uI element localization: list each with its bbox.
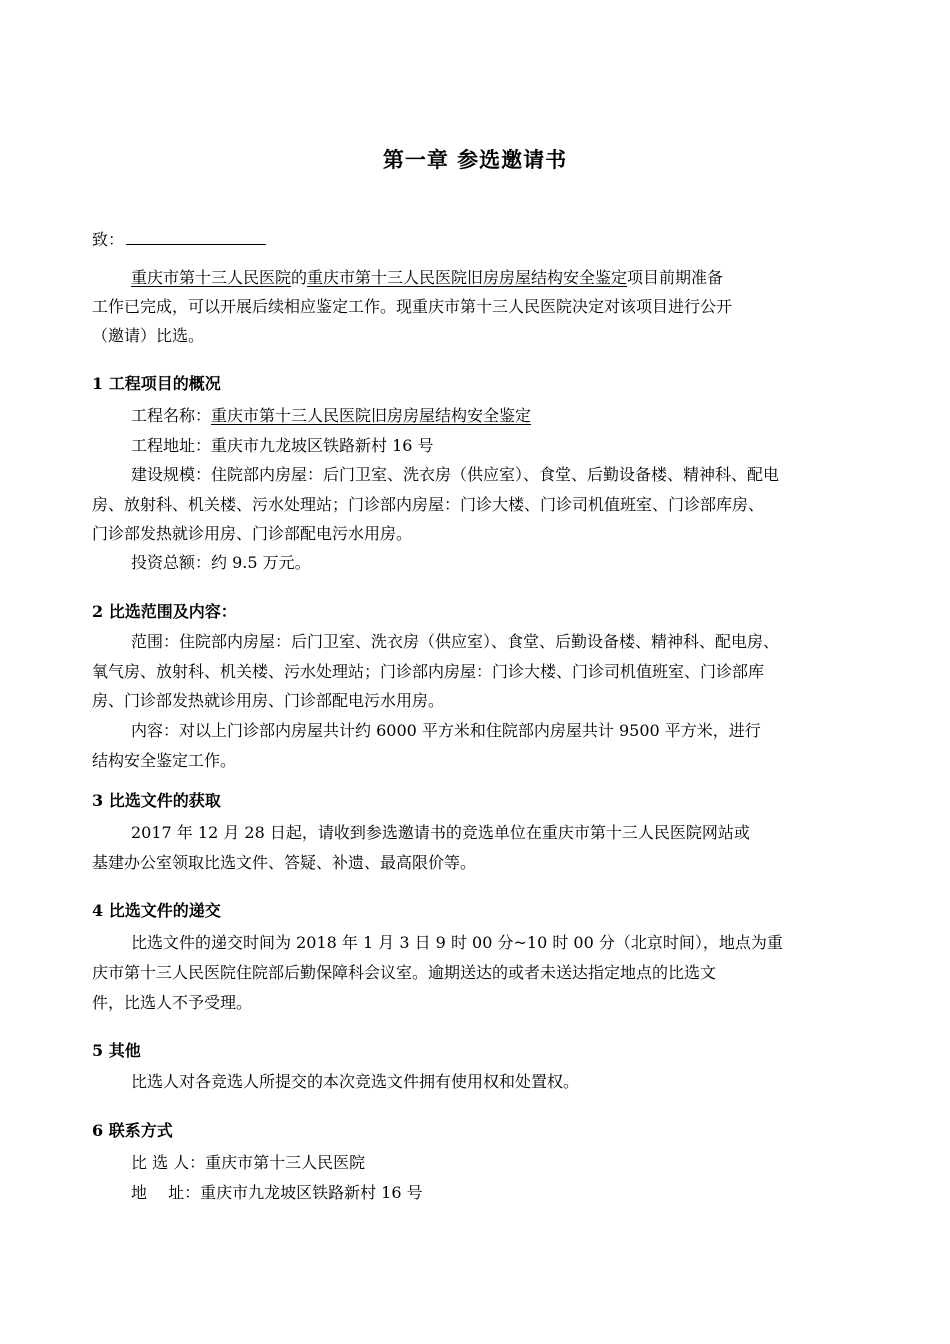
submit-line-2: 庆市第十三人民医院住院部后勤保障科会议室。逾期送达的或者未送达指定地点的比选文 <box>92 963 717 982</box>
acquire-line-2: 基建办公室领取比选文件、答疑、补遗、最高限价等。 <box>92 853 477 872</box>
project-name-label: 工程名称： <box>131 406 212 425</box>
project-address: 工程地址：重庆市九龙坡区铁路新村 16 号 <box>131 436 434 455</box>
scale-line-1: 建设规模：住院部内房屋：后门卫室、洗衣房（供应室）、食堂、后勤设备楼、精神科、配电 <box>131 465 780 484</box>
intro-line-1 <box>131 268 857 288</box>
intro-text: 项目前期准备 <box>627 268 724 287</box>
content-line-2: 结构安全鉴定工作。 <box>92 751 237 770</box>
section-1-heading: 1 工程项目的概况 <box>92 374 221 393</box>
submit-line-1: 比选文件的递交时间为 2018 年 1 月 3 日 9 时 00 分~10 时 00 分（北京时间），地点为重 <box>131 933 783 952</box>
intro-project: 重庆市第十三人民医院旧房房屋结构安全鉴定 <box>307 268 628 287</box>
contact-line-2: 地 址：重庆市九龙坡区铁路新村 16 号 <box>131 1183 423 1202</box>
other-line-1: 比选人对各竞选人所提交的本次竞选文件拥有使用权和处置权。 <box>131 1072 580 1091</box>
contact-line-1: 比 选 人：重庆市第十三人民医院 <box>131 1153 366 1172</box>
to-label: 致： <box>92 230 125 249</box>
project-name-value: 重庆市第十三人民医院旧房房屋结构安全鉴定 <box>211 406 532 425</box>
acquire-line-1: 2017 年 12 月 28 日起，请收到参选邀请书的竞选单位在重庆市第十三人民医院网站或 <box>131 823 750 842</box>
section-5-heading: 5 其他 <box>92 1041 141 1060</box>
intro-line-3: （邀请）比选。 <box>92 326 205 345</box>
range-line-1: 范围：住院部内房屋：后门卫室、洗衣房（供应室）、食堂、后勤设备楼、精神科、配电房、 <box>131 632 780 651</box>
section-6-heading: 6 联系方式 <box>92 1121 173 1140</box>
submit-line-3: 件，比选人不予受理。 <box>92 993 253 1012</box>
to-line <box>92 230 857 250</box>
range-line-2: 氧气房、放射科、机关楼、污水处理站；门诊部内房屋：门诊大楼、门诊司机值班室、门诊部库 <box>92 662 765 681</box>
recipient-blank <box>126 230 266 245</box>
section-4-heading: 4 比选文件的递交 <box>92 901 221 920</box>
intro-hospital: 重庆市第十三人民医院 <box>131 268 292 287</box>
section-3-heading: 3 比选文件的获取 <box>92 791 221 810</box>
scale-line-3: 门诊部发热就诊用房、门诊部配电污水用房。 <box>92 524 413 543</box>
scale-line-2: 房、放射科、机关楼、污水处理站；门诊部内房屋：门诊大楼、门诊司机值班室、门诊部库房、 <box>92 495 765 514</box>
content-line-1: 内容：对以上门诊部内房屋共计约 6000 平方米和住院部内房屋共计 9500 平方米，进行 <box>131 721 761 740</box>
section-2-heading: 2 比选范围及内容： <box>92 602 237 621</box>
investment-line: 投资总额：约 9.5 万元。 <box>131 553 311 572</box>
page-title: 第一章 参选邀请书 <box>382 147 568 172</box>
project-name-line <box>131 406 857 426</box>
intro-text: 的 <box>291 268 308 287</box>
range-line-3: 房、门诊部发热就诊用房、门诊部配电污水用房。 <box>92 691 445 710</box>
intro-line-2: 工作已完成，可以开展后续相应鉴定工作。现重庆市第十三人民医院决定对该项目进行公开 <box>92 297 733 316</box>
